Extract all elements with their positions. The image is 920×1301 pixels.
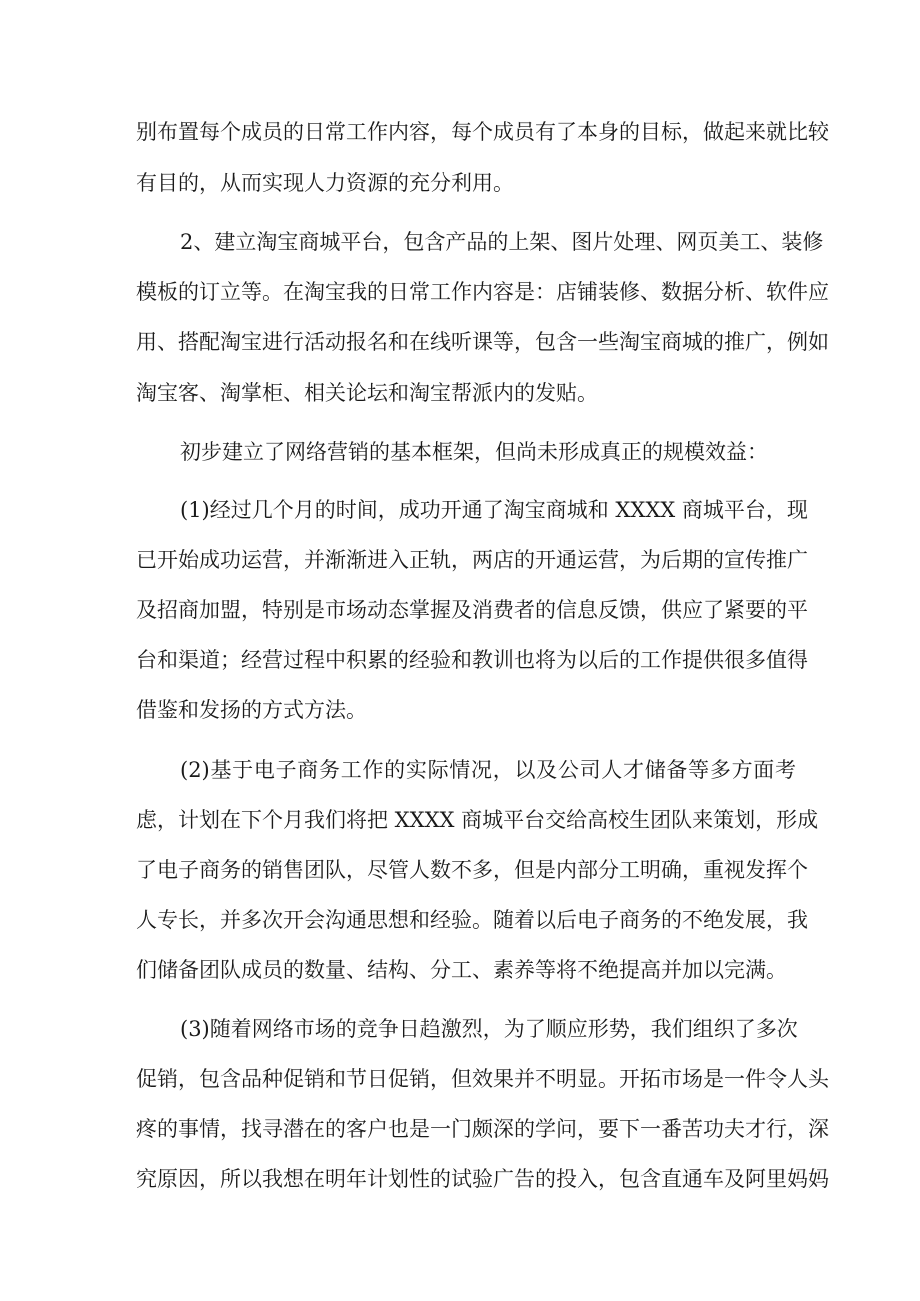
text-line: 2、建立淘宝商城平台，包含产品的上架、图片处理、网页美工、装修 — [180, 230, 824, 254]
text-line: 别布置每个成员的日常工作内容，每个成员有了本身的目标，做起来就比较 — [136, 120, 829, 144]
text-line: 有目的，从而实现人力资源的充分利用。 — [136, 171, 514, 195]
text-line: 初步建立了网络营销的基本框架，但尚未形成真正的规模效益： — [180, 440, 768, 464]
text-line: 模板的订立等。在淘宝我的日常工作内容是：店铺装修、数据分析、软件应 — [136, 280, 829, 304]
text-line: 已开始成功运营，并渐渐进入正轨，两店的开通运营，为后期的宣传推广 — [136, 548, 808, 572]
text-line: (1)经过几个月的时间，成功开通了淘宝商城和 XXXX 商城平台，现 — [180, 498, 808, 522]
text-line: 促销，包含品种促销和节日促销，但效果并不明显。开拓市场是一件令人头 — [136, 1067, 829, 1091]
text-line: 疼的事情，找寻潜在的客户也是一门颇深的学问，要下一番苦功夫才行，深 — [136, 1117, 829, 1141]
text-line: 及招商加盟，特别是市场动态掌握及消费者的信息反馈，供应了紧要的平 — [136, 598, 808, 622]
text-line: 究原因，所以我想在明年计划性的试验广告的投入，包含直通车及阿里妈妈 — [136, 1167, 829, 1191]
text-line: 了电子商务的销售团队，尽管人数不多，但是内部分工明确，重视发挥个 — [136, 858, 808, 882]
text-line: 借鉴和发扬的方式方法。 — [136, 698, 367, 722]
text-line: (3)随着网络市场的竞争日趋激烈，为了顺应形势，我们组织了多次 — [180, 1017, 798, 1041]
text-line: (2)基于电子商务工作的实际情况，以及公司人才储备等多方面考 — [180, 758, 796, 782]
text-line: 台和渠道；经营过程中积累的经验和教训也将为以后的工作提供很多值得 — [136, 648, 808, 672]
text-line: 们储备团队成员的数量、结构、分工、素养等将不绝提高并加以完满。 — [136, 958, 787, 982]
text-line: 人专长，并多次开会沟通思想和经验。随着以后电子商务的不绝发展，我 — [136, 908, 808, 932]
text-line: 用、搭配淘宝进行活动报名和在线听课等，包含一些淘宝商城的推广，例如 — [136, 330, 829, 354]
text-line: 虑，计划在下个月我们将把 XXXX 商城平台交给高校生团队来策划，形成 — [136, 808, 819, 832]
text-line: 淘宝客、淘掌柜、相关论坛和淘宝帮派内的发贴。 — [136, 381, 598, 405]
